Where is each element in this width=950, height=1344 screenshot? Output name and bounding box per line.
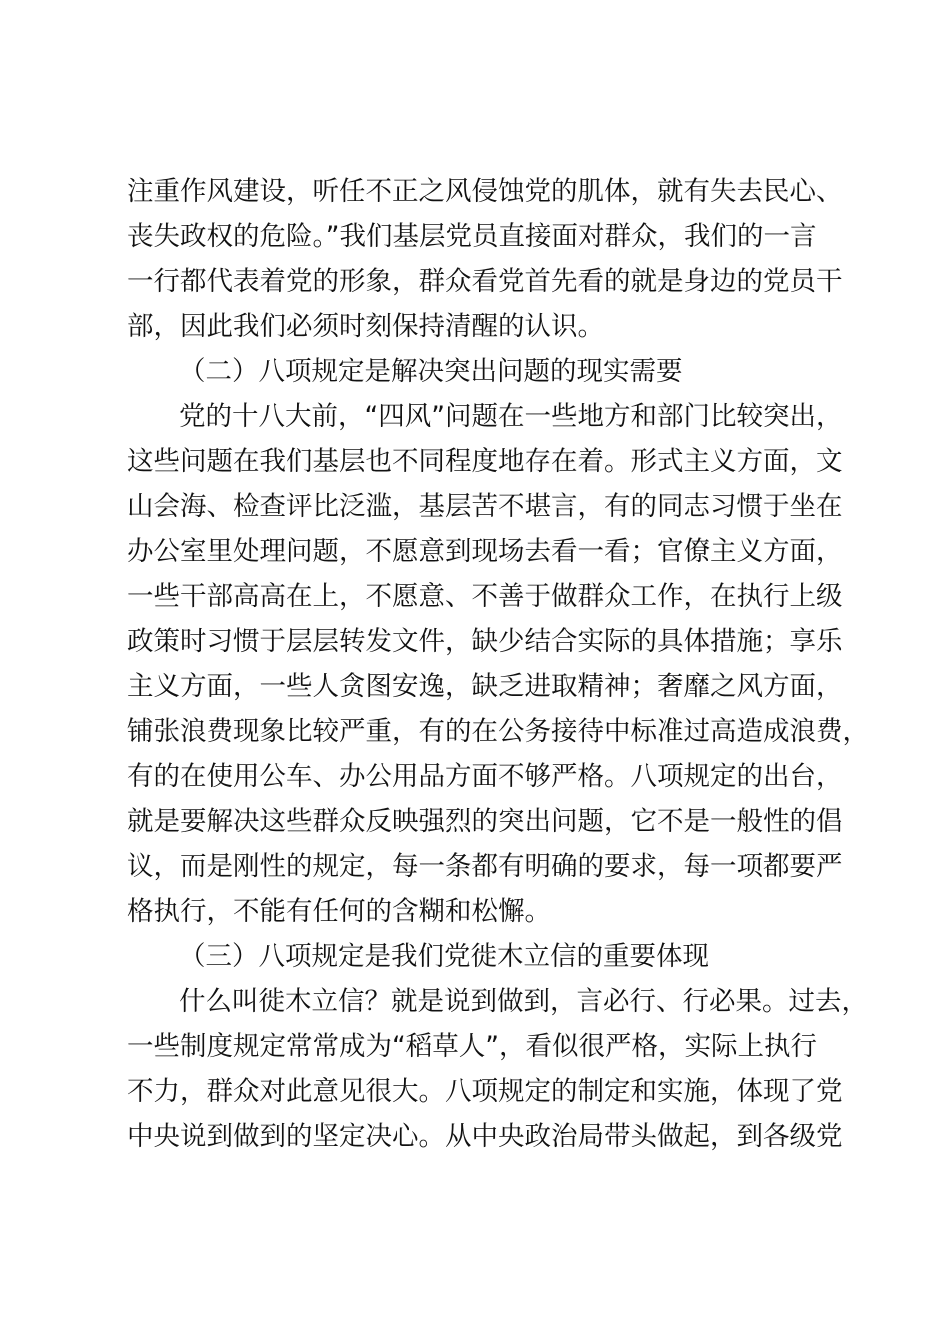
paragraph-line: 有的在使用公车、办公用品方面不够严格。八项规定的出台， — [127, 761, 843, 792]
paragraph-line: 政策时习惯于层层转发文件，缺少结合实际的具体措施；享乐 — [127, 626, 843, 657]
paragraph-line: 什么叫徙木立信？就是说到做到，言必行、行必果。过去， — [179, 986, 868, 1017]
paragraph-line: 议，而是刚性的规定，每一条都有明确的要求，每一项都要严 — [127, 851, 843, 882]
paragraph-line: 丧失政权的危险。”我们基层党员直接面对群众，我们的一言 — [127, 221, 817, 252]
paragraph-line: 注重作风建设，听任不正之风侵蚀党的肌体，就有失去民心、 — [127, 176, 843, 207]
paragraph-line: 中央说到做到的坚定决心。从中央政治局带头做起，到各级党 — [127, 1121, 843, 1152]
paragraph-line: 这些问题在我们基层也不同程度地存在着。形式主义方面，文 — [127, 446, 843, 477]
paragraph-line: 主义方面，一些人贪图安逸，缺乏进取精神；奢靡之风方面， — [127, 671, 843, 702]
paragraph-line: 一些制度规定常常成为“稻草人”，看似很严格，实际上执行 — [127, 1031, 817, 1062]
paragraph-line: 不力，群众对此意见很大。八项规定的制定和实施，体现了党 — [127, 1076, 843, 1107]
paragraph-line: 一行都代表着党的形象，群众看党首先看的就是身边的党员干 — [127, 266, 843, 297]
paragraph-line: 部，因此我们必须时刻保持清醒的认识。 — [127, 311, 604, 342]
paragraph-line: 格执行，不能有任何的含糊和松懈。 — [127, 896, 551, 927]
section-heading: （二）八项规定是解决突出问题的现实需要 — [179, 356, 683, 387]
section-heading: （三）八项规定是我们党徙木立信的重要体现 — [179, 941, 709, 972]
paragraph-line: 就是要解决这些群众反映强烈的突出问题，它不是一般性的倡 — [127, 806, 843, 837]
paragraph-line: 党的十八大前，“四风”问题在一些地方和部门比较突出， — [179, 401, 843, 432]
paragraph-line: 山会海、检查评比泛滥，基层苦不堪言，有的同志习惯于坐在 — [127, 491, 843, 522]
paragraph-line: 铺张浪费现象比较严重，有的在公务接待中标准过高造成浪费， — [127, 716, 869, 747]
paragraph-line: 办公室里处理问题，不愿意到现场去看一看；官僚主义方面， — [127, 536, 843, 567]
paragraph-line: 一些干部高高在上，不愿意、不善于做群众工作，在执行上级 — [127, 581, 843, 612]
